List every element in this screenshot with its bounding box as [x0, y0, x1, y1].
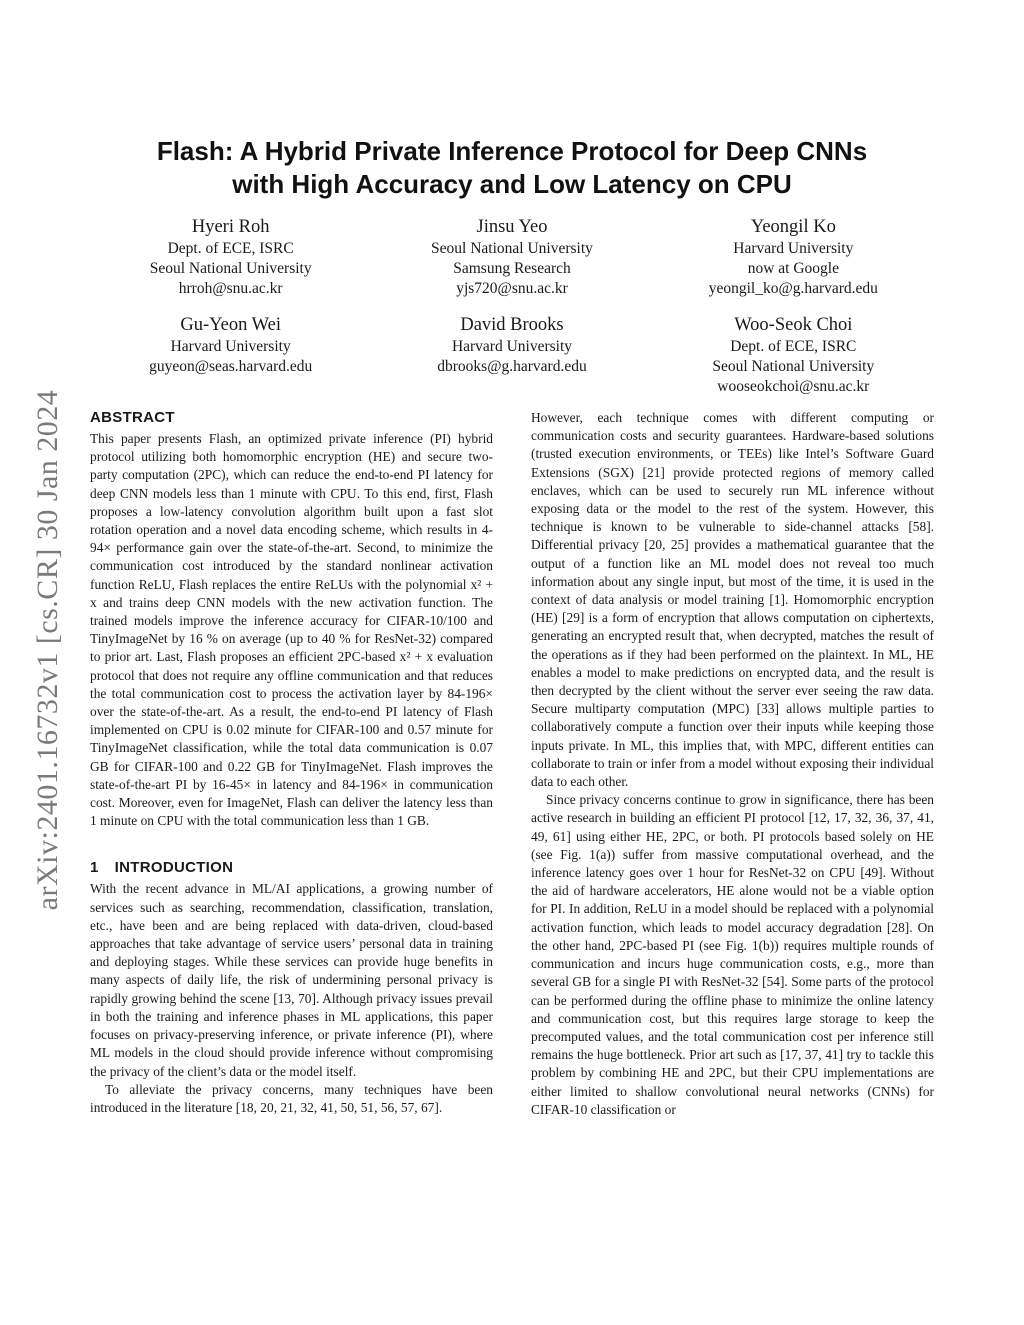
author-email: wooseokchoi@snu.ac.kr: [717, 378, 870, 395]
authors-row-2: [90, 313, 934, 397]
author-email: guyeon@seas.harvard.edu: [149, 358, 313, 375]
paper-title: [90, 135, 934, 201]
author-affiliation: Seoul National University: [431, 240, 593, 257]
author-email: hrroh@snu.ac.kr: [178, 280, 283, 297]
author-affiliation: Seoul National University: [712, 358, 875, 375]
author-affiliation: Dept. of ECE, ISRC: [167, 240, 294, 257]
author-email: yjs720@snu.ac.kr: [456, 280, 568, 297]
abstract-heading: ABSTRACT: [90, 409, 175, 426]
author-affiliation: Samsung Research: [453, 260, 571, 277]
arxiv-id-text: arXiv:2401.16732v1 [cs.CR] 30 Jan 2024: [31, 389, 64, 911]
author-block: [371, 313, 652, 397]
author-name: David Brooks: [460, 315, 564, 335]
author-name: Jinsu Yeo: [476, 217, 548, 237]
intro-paragraph: With the recent advance in ML/AI applications, a growing number of services such as searching, recommendation, classification, translation, etc., have been and are being replaced with data-driven, cloud-based approaches that take advantage of service users’ personal data in training and deploying stages. While these services can provide huge benefits in many aspects of daily life, the risk of undermining personal privacy is rapidly growing behind the scene [13, 70]. Although privacy issues prevail in both the training and inference phases in ML applications, this paper focuses on privacy-preserving inference, or private inference (PI), where ML models in the cloud should provide inference without compromising the privacy of the client’s data or the model itself.: [90, 881, 493, 1079]
title-line-1: Flash: A Hybrid Private Inference Protocol for Deep CNNs: [156, 136, 868, 166]
title-line-2: with High Accuracy and Low Latency on CPU: [232, 169, 792, 199]
author-block: [653, 215, 934, 299]
author-name: Woo-Seok Choi: [734, 315, 853, 335]
author-block: [371, 215, 652, 299]
authors-row-1: [90, 215, 934, 299]
introduction-heading: [90, 858, 493, 878]
author-affiliation: Harvard University: [451, 338, 573, 355]
intro-paragraph: To alleviate the privacy concerns, many techniques have been introduced in the literature [18, 20, 21, 32, 41, 50, 51, 56, 57, 67].: [90, 1081, 493, 1115]
section-title: INTRODUCTION: [114, 859, 234, 877]
author-block: [90, 313, 371, 397]
author-name: Hyeri Roh: [191, 217, 270, 237]
arxiv-identifier-stamp: [28, 360, 68, 940]
author-block: [90, 215, 371, 299]
author-name: Gu-Yeon Wei: [180, 315, 281, 335]
abstract-text: This paper presents Flash, an optimized private inference (PI) hybrid protocol utilizing both homomorphic encryption (HE) and secure two-party computation (2PC), which can reduce the end-to-end PI latency for deep CNN models less than 1 minute with CPU. To this end, first, Flash proposes a low-latency convolution algorithm built upon a fast slot rotation operation and a novel data encoding scheme, which results in 4-94× performance gain over the state-of-the-art. Second, to minimize the communication cost introduced by the standard nonlinear activation function ReLU, Flash replaces the entire ReLUs with the polynomial x² + x and trains deep CNN models with the new activation function. The trained models improve the inference accuracy for CIFAR-10/100 and TinyImageNet by 16 % on average (up to 40 % for ResNet-32) compared to prior art. Last, Flash proposes an efficient 2PC-based x² + x evaluation protocol that does not require any offline communication and that reduces the total communication cost to process the activation layer by 84-196× over the state-of-the-art. As a result, the end-to-end PI latency of Flash implemented on CPU is 0.02 minute for CIFAR-100 and 0.57 minute for TinyImageNet classification, while the total data communication is 0.07 GB for CIFAR-100 and 0.22 GB for TinyImageNet. Flash improves the state-of-the-art PI by 16-45× in latency and 84-196× in communication cost. Moreover, even for ImageNet, Flash can deliver the latency less than 1 minute on CPU with the total communication less than 1 GB.: [90, 431, 493, 829]
author-name: Yeongil Ko: [750, 217, 836, 237]
author-affiliation: now at Google: [747, 260, 839, 277]
right-column: [531, 409, 934, 1119]
section-number: 1: [90, 859, 99, 877]
author-email: dbrooks@g.harvard.edu: [437, 358, 587, 375]
author-email: yeongil_ko@g.harvard.edu: [708, 280, 878, 297]
author-block: [653, 313, 934, 397]
left-column: [90, 408, 493, 1117]
author-affiliation: Seoul National University: [149, 260, 312, 277]
author-affiliation: Harvard University: [170, 338, 291, 355]
author-affiliation: Harvard University: [733, 240, 854, 257]
intro-paragraph: Since privacy concerns continue to grow in significance, there has been active research in building an efficient PI protocol [12, 17, 32, 36, 37, 41, 49, 61] using either HE, 2PC, or both. PI protocols based solely on HE (see Fig. 1(a)) suffer from massive computational overhead, and the inference latency goes over 1 hour for ResNet-32 on CPU [49]. Without the aid of hardware accelerators, HE alone would not be a viable option for PI. In addition, ReLU in a model should be replaced with a polynomial activation function, which leads to model accuracy degradation [28]. On the other hand, 2PC-based PI (see Fig. 1(b)) requires multiple rounds of communication and incurs huge communication costs, e.g., more than several GB for a single PI with ResNet-32 [54]. Some parts of the protocol can be performed during the offline phase to minimize the online latency and communication cost, but this requires large storage to keep the precomputed values, and the total communication cost per inference still remains the huge bottleneck. Prior art such as [17, 37, 41] try to tackle this problem by combining HE and 2PC, but their CPU implementations are either limited to shallow convolutional neural networks (CNNs) for CIFAR-10 classification or: [531, 792, 934, 1117]
author-affiliation: Dept. of ECE, ISRC: [730, 338, 857, 355]
intro-paragraph: However, each technique comes with different computing or communication costs and security guarantees. Hardware-based solutions (trusted execution environments, or TEEs) like Intel’s Software Guard Extensions (SGX) [21] provide protected regions of memory called enclaves, which can be used to securely run ML inference without exposing data or the model to the rest of the system. However, this technique is known to be vulnerable to side-channel attacks [58]. Differential privacy [20, 25] provides a mathematical guarantee that the output of a function like an ML model does not reveal too much information about any single input, but most of the time, it is used in the context of data analysis or model training [1]. Homomorphic encryption (HE) [29] is a form of encryption that allows computation on ciphertexts, generating an encrypted result that, when decrypted, matches the result of the operations as if they had been performed on the plaintext. In ML, HE enables a model to make predictions on encrypted data, and the result is then decrypted by the client without the server ever seeing the raw data. Secure multiparty computation (MPC) [33] allows multiple parties to collaboratively compute a function over their inputs while keeping those inputs private. In ML, this implies that, with MPC, different entities can collaborate to train or infer from a model without exposing their individual data to each other.: [531, 410, 934, 790]
